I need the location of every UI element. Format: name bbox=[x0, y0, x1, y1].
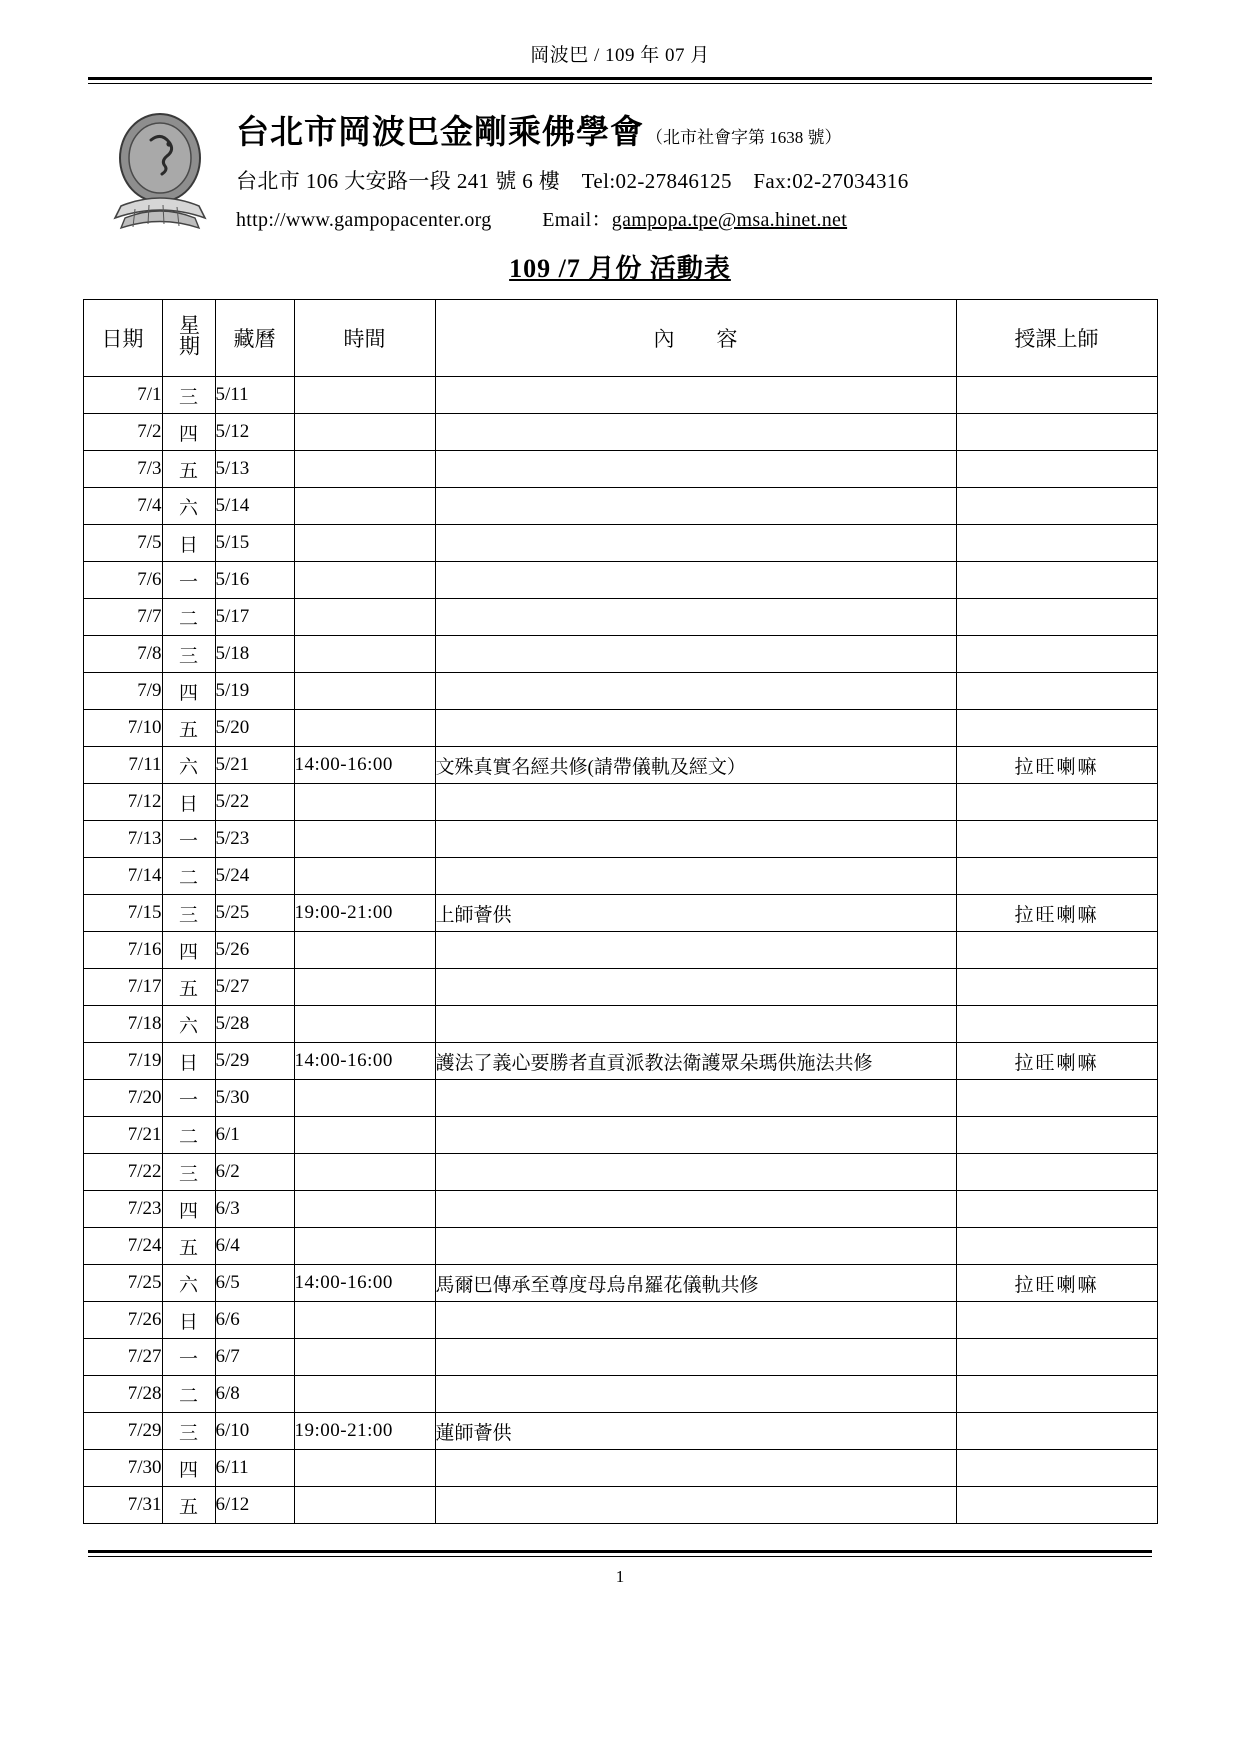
email-label: Email： bbox=[542, 209, 612, 231]
cell-tibetan: 5/22 bbox=[215, 784, 294, 821]
cell-tibetan: 5/16 bbox=[215, 562, 294, 599]
cell-content bbox=[435, 377, 956, 414]
cell-weekday: 一 bbox=[162, 1080, 215, 1117]
cell-date: 7/9 bbox=[83, 673, 162, 710]
cell-tibetan: 5/12 bbox=[215, 414, 294, 451]
column-header-teacher: 授課上師 bbox=[956, 300, 1157, 377]
cell-date: 7/20 bbox=[83, 1080, 162, 1117]
cell-teacher bbox=[956, 932, 1157, 969]
running-head: 岡波巴 / 109 年 07 月 bbox=[530, 45, 710, 66]
cell-time bbox=[294, 1228, 435, 1265]
table-row bbox=[83, 562, 1157, 599]
organization-contact-line bbox=[236, 203, 1240, 232]
table-row bbox=[83, 1191, 1157, 1228]
cell-weekday: 一 bbox=[162, 821, 215, 858]
table-row bbox=[83, 599, 1157, 636]
cell-weekday: 四 bbox=[162, 932, 215, 969]
cell-date: 7/19 bbox=[83, 1043, 162, 1080]
cell-time bbox=[294, 1302, 435, 1339]
table-row bbox=[83, 784, 1157, 821]
cell-weekday: 五 bbox=[162, 710, 215, 747]
cell-weekday: 三 bbox=[162, 636, 215, 673]
table-header-row bbox=[83, 300, 1157, 377]
column-header-date: 日期 bbox=[83, 300, 162, 377]
cell-content bbox=[435, 1154, 956, 1191]
column-header-time: 時間 bbox=[294, 300, 435, 377]
page-number: 1 bbox=[615, 1567, 625, 1586]
cell-time bbox=[294, 821, 435, 858]
cell-date: 7/8 bbox=[83, 636, 162, 673]
organization-name: 台北市岡波巴金剛乘佛學會 bbox=[236, 112, 644, 151]
cell-weekday: 四 bbox=[162, 414, 215, 451]
cell-tibetan: 5/11 bbox=[215, 377, 294, 414]
cell-teacher bbox=[956, 710, 1157, 747]
cell-content: 文殊真實名經共修(請帶儀軌及經文） bbox=[435, 747, 956, 784]
cell-teacher bbox=[956, 414, 1157, 451]
cell-weekday: 五 bbox=[162, 969, 215, 1006]
cell-date: 7/30 bbox=[83, 1450, 162, 1487]
cell-content bbox=[435, 451, 956, 488]
cell-date: 7/5 bbox=[83, 525, 162, 562]
table-row bbox=[83, 1339, 1157, 1376]
cell-time bbox=[294, 673, 435, 710]
cell-date: 7/7 bbox=[83, 599, 162, 636]
cell-tibetan: 5/25 bbox=[215, 895, 294, 932]
cell-time bbox=[294, 784, 435, 821]
cell-content: 護法了義心要勝者直貢派教法衛護眾朵瑪供施法共修 bbox=[435, 1043, 956, 1080]
cell-content bbox=[435, 858, 956, 895]
table-row bbox=[83, 1413, 1157, 1450]
cell-content bbox=[435, 821, 956, 858]
cell-content bbox=[435, 1080, 956, 1117]
table-row bbox=[83, 1117, 1157, 1154]
cell-teacher bbox=[956, 1191, 1157, 1228]
cell-content bbox=[435, 932, 956, 969]
organization-email[interactable]: gampopa.tpe@msa.hinet.net bbox=[611, 209, 848, 231]
cell-teacher bbox=[956, 1117, 1157, 1154]
cell-weekday: 二 bbox=[162, 1117, 215, 1154]
cell-time bbox=[294, 1376, 435, 1413]
cell-date: 7/12 bbox=[83, 784, 162, 821]
cell-content: 蓮師薈供 bbox=[435, 1413, 956, 1450]
cell-tibetan: 5/24 bbox=[215, 858, 294, 895]
cell-weekday: 日 bbox=[162, 1302, 215, 1339]
table-row bbox=[83, 1487, 1157, 1524]
cell-date: 7/3 bbox=[83, 451, 162, 488]
cell-weekday: 三 bbox=[162, 1413, 215, 1450]
cell-weekday: 日 bbox=[162, 784, 215, 821]
cell-date: 7/1 bbox=[83, 377, 162, 414]
cell-tibetan: 6/11 bbox=[215, 1450, 294, 1487]
cell-time bbox=[294, 932, 435, 969]
cell-teacher bbox=[956, 599, 1157, 636]
cell-teacher bbox=[956, 1080, 1157, 1117]
cell-tibetan: 5/26 bbox=[215, 932, 294, 969]
cell-teacher bbox=[956, 451, 1157, 488]
cell-time bbox=[294, 969, 435, 1006]
cell-teacher: 拉旺喇嘛 bbox=[956, 1265, 1157, 1302]
cell-content bbox=[435, 1450, 956, 1487]
cell-content bbox=[435, 636, 956, 673]
cell-time bbox=[294, 1339, 435, 1376]
table-row bbox=[83, 747, 1157, 784]
cell-content bbox=[435, 784, 956, 821]
table-row bbox=[83, 710, 1157, 747]
column-header-tibetan-date: 藏曆 bbox=[215, 300, 294, 377]
table-row bbox=[83, 1450, 1157, 1487]
cell-teacher bbox=[956, 562, 1157, 599]
cell-content: 馬爾巴傳承至尊度母烏帛羅花儀軌共修 bbox=[435, 1265, 956, 1302]
cell-time: 14:00-16:00 bbox=[294, 1265, 435, 1302]
cell-time bbox=[294, 377, 435, 414]
cell-tibetan: 6/7 bbox=[215, 1339, 294, 1376]
page-title: 109 /7 月份 活動表 bbox=[509, 254, 731, 283]
cell-content bbox=[435, 525, 956, 562]
cell-date: 7/16 bbox=[83, 932, 162, 969]
cell-weekday: 六 bbox=[162, 1265, 215, 1302]
cell-teacher bbox=[956, 1006, 1157, 1043]
cell-teacher bbox=[956, 1339, 1157, 1376]
cell-time bbox=[294, 488, 435, 525]
cell-date: 7/23 bbox=[83, 1191, 162, 1228]
table-row bbox=[83, 821, 1157, 858]
cell-tibetan: 5/27 bbox=[215, 969, 294, 1006]
cell-tibetan: 6/5 bbox=[215, 1265, 294, 1302]
cell-content bbox=[435, 1487, 956, 1524]
cell-teacher bbox=[956, 858, 1157, 895]
cell-time bbox=[294, 414, 435, 451]
cell-date: 7/27 bbox=[83, 1339, 162, 1376]
cell-date: 7/25 bbox=[83, 1265, 162, 1302]
cell-time: 19:00-21:00 bbox=[294, 895, 435, 932]
table-row bbox=[83, 636, 1157, 673]
cell-teacher bbox=[956, 784, 1157, 821]
cell-tibetan: 5/28 bbox=[215, 1006, 294, 1043]
table-row bbox=[83, 377, 1157, 414]
cell-content bbox=[435, 1117, 956, 1154]
cell-date: 7/11 bbox=[83, 747, 162, 784]
cell-time: 14:00-16:00 bbox=[294, 1043, 435, 1080]
cell-teacher bbox=[956, 377, 1157, 414]
cell-weekday: 日 bbox=[162, 1043, 215, 1080]
cell-content bbox=[435, 710, 956, 747]
cell-weekday: 三 bbox=[162, 1154, 215, 1191]
cell-time bbox=[294, 525, 435, 562]
cell-tibetan: 5/17 bbox=[215, 599, 294, 636]
cell-teacher bbox=[956, 1376, 1157, 1413]
cell-tibetan: 5/21 bbox=[215, 747, 294, 784]
cell-weekday: 一 bbox=[162, 562, 215, 599]
cell-date: 7/21 bbox=[83, 1117, 162, 1154]
cell-date: 7/31 bbox=[83, 1487, 162, 1524]
cell-weekday: 二 bbox=[162, 1376, 215, 1413]
table-body bbox=[83, 377, 1157, 1524]
cell-time bbox=[294, 710, 435, 747]
table-row bbox=[83, 858, 1157, 895]
cell-tibetan: 5/14 bbox=[215, 488, 294, 525]
header-divider bbox=[88, 77, 1152, 84]
cell-content bbox=[435, 1228, 956, 1265]
cell-time bbox=[294, 1154, 435, 1191]
cell-teacher bbox=[956, 1487, 1157, 1524]
column-header-content: 內 容 bbox=[435, 300, 956, 377]
cell-weekday: 六 bbox=[162, 488, 215, 525]
cell-content bbox=[435, 414, 956, 451]
cell-date: 7/18 bbox=[83, 1006, 162, 1043]
cell-content bbox=[435, 599, 956, 636]
cell-teacher bbox=[956, 488, 1157, 525]
cell-weekday: 五 bbox=[162, 1228, 215, 1265]
cell-date: 7/22 bbox=[83, 1154, 162, 1191]
gampopa-center-logo bbox=[100, 106, 220, 240]
cell-tibetan: 5/13 bbox=[215, 451, 294, 488]
cell-time bbox=[294, 562, 435, 599]
organization-website[interactable]: http://www.gampopacenter.org bbox=[236, 209, 492, 231]
cell-tibetan: 6/3 bbox=[215, 1191, 294, 1228]
cell-date: 7/24 bbox=[83, 1228, 162, 1265]
cell-teacher bbox=[956, 1450, 1157, 1487]
cell-date: 7/2 bbox=[83, 414, 162, 451]
cell-weekday: 五 bbox=[162, 1487, 215, 1524]
table-row bbox=[83, 1376, 1157, 1413]
cell-weekday: 日 bbox=[162, 525, 215, 562]
cell-tibetan: 6/4 bbox=[215, 1228, 294, 1265]
cell-content bbox=[435, 673, 956, 710]
cell-time bbox=[294, 1117, 435, 1154]
cell-teacher bbox=[956, 1413, 1157, 1450]
cell-teacher bbox=[956, 1154, 1157, 1191]
cell-time bbox=[294, 1450, 435, 1487]
cell-tibetan: 5/23 bbox=[215, 821, 294, 858]
cell-tibetan: 6/8 bbox=[215, 1376, 294, 1413]
cell-tibetan: 5/20 bbox=[215, 710, 294, 747]
cell-weekday: 四 bbox=[162, 673, 215, 710]
table-row bbox=[83, 1154, 1157, 1191]
cell-date: 7/4 bbox=[83, 488, 162, 525]
cell-teacher: 拉旺喇嘛 bbox=[956, 747, 1157, 784]
cell-teacher bbox=[956, 1302, 1157, 1339]
table-row bbox=[83, 1228, 1157, 1265]
cell-time bbox=[294, 1080, 435, 1117]
cell-tibetan: 5/30 bbox=[215, 1080, 294, 1117]
column-header-weekday-label: 星期 bbox=[176, 314, 201, 356]
cell-teacher bbox=[956, 969, 1157, 1006]
table-row bbox=[83, 969, 1157, 1006]
organization-address: 台北市 106 大安路一段 241 號 6 樓 Tel:02-27846125 Fax:02-27034316 bbox=[236, 169, 909, 193]
table-row bbox=[83, 451, 1157, 488]
cell-teacher: 拉旺喇嘛 bbox=[956, 895, 1157, 932]
table-row bbox=[83, 1080, 1157, 1117]
cell-content bbox=[435, 488, 956, 525]
cell-date: 7/10 bbox=[83, 710, 162, 747]
cell-tibetan: 5/18 bbox=[215, 636, 294, 673]
cell-weekday: 六 bbox=[162, 1006, 215, 1043]
organization-header bbox=[0, 106, 1240, 240]
cell-date: 7/28 bbox=[83, 1376, 162, 1413]
cell-content bbox=[435, 562, 956, 599]
footer-divider bbox=[88, 1550, 1152, 1557]
cell-date: 7/29 bbox=[83, 1413, 162, 1450]
cell-teacher bbox=[956, 525, 1157, 562]
table-row bbox=[83, 673, 1157, 710]
cell-content bbox=[435, 1191, 956, 1228]
cell-weekday: 三 bbox=[162, 377, 215, 414]
cell-content bbox=[435, 1302, 956, 1339]
table-row bbox=[83, 932, 1157, 969]
cell-tibetan: 6/1 bbox=[215, 1117, 294, 1154]
table-row bbox=[83, 1006, 1157, 1043]
cell-teacher bbox=[956, 821, 1157, 858]
cell-teacher bbox=[956, 636, 1157, 673]
cell-teacher bbox=[956, 673, 1157, 710]
column-header-weekday bbox=[162, 300, 215, 377]
cell-tibetan: 5/29 bbox=[215, 1043, 294, 1080]
cell-time bbox=[294, 1006, 435, 1043]
cell-content bbox=[435, 1339, 956, 1376]
cell-content bbox=[435, 969, 956, 1006]
cell-time bbox=[294, 636, 435, 673]
cell-time bbox=[294, 858, 435, 895]
cell-weekday: 六 bbox=[162, 747, 215, 784]
cell-time bbox=[294, 1191, 435, 1228]
cell-tibetan: 6/2 bbox=[215, 1154, 294, 1191]
cell-tibetan: 5/19 bbox=[215, 673, 294, 710]
cell-weekday: 二 bbox=[162, 599, 215, 636]
cell-weekday: 三 bbox=[162, 895, 215, 932]
cell-content bbox=[435, 1006, 956, 1043]
cell-content: 上師薈供 bbox=[435, 895, 956, 932]
cell-time: 14:00-16:00 bbox=[294, 747, 435, 784]
table-row bbox=[83, 525, 1157, 562]
table-row bbox=[83, 1302, 1157, 1339]
cell-tibetan: 6/6 bbox=[215, 1302, 294, 1339]
organization-registration: （北市社會字第 1638 號） bbox=[646, 128, 842, 147]
monthly-schedule-table bbox=[83, 299, 1158, 1524]
cell-weekday: 五 bbox=[162, 451, 215, 488]
cell-weekday: 四 bbox=[162, 1450, 215, 1487]
cell-date: 7/13 bbox=[83, 821, 162, 858]
table-row bbox=[83, 488, 1157, 525]
cell-time bbox=[294, 451, 435, 488]
cell-weekday: 四 bbox=[162, 1191, 215, 1228]
cell-teacher bbox=[956, 1228, 1157, 1265]
cell-time: 19:00-21:00 bbox=[294, 1413, 435, 1450]
table-row bbox=[83, 414, 1157, 451]
cell-date: 7/15 bbox=[83, 895, 162, 932]
organization-info bbox=[220, 106, 1240, 232]
cell-time bbox=[294, 1487, 435, 1524]
cell-date: 7/17 bbox=[83, 969, 162, 1006]
cell-date: 7/14 bbox=[83, 858, 162, 895]
cell-tibetan: 6/12 bbox=[215, 1487, 294, 1524]
table-row bbox=[83, 895, 1157, 932]
cell-content bbox=[435, 1376, 956, 1413]
cell-tibetan: 5/15 bbox=[215, 525, 294, 562]
cell-teacher: 拉旺喇嘛 bbox=[956, 1043, 1157, 1080]
table-row bbox=[83, 1043, 1157, 1080]
cell-date: 7/6 bbox=[83, 562, 162, 599]
cell-time bbox=[294, 599, 435, 636]
cell-date: 7/26 bbox=[83, 1302, 162, 1339]
cell-tibetan: 6/10 bbox=[215, 1413, 294, 1450]
table-row bbox=[83, 1265, 1157, 1302]
cell-weekday: 一 bbox=[162, 1339, 215, 1376]
cell-weekday: 二 bbox=[162, 858, 215, 895]
